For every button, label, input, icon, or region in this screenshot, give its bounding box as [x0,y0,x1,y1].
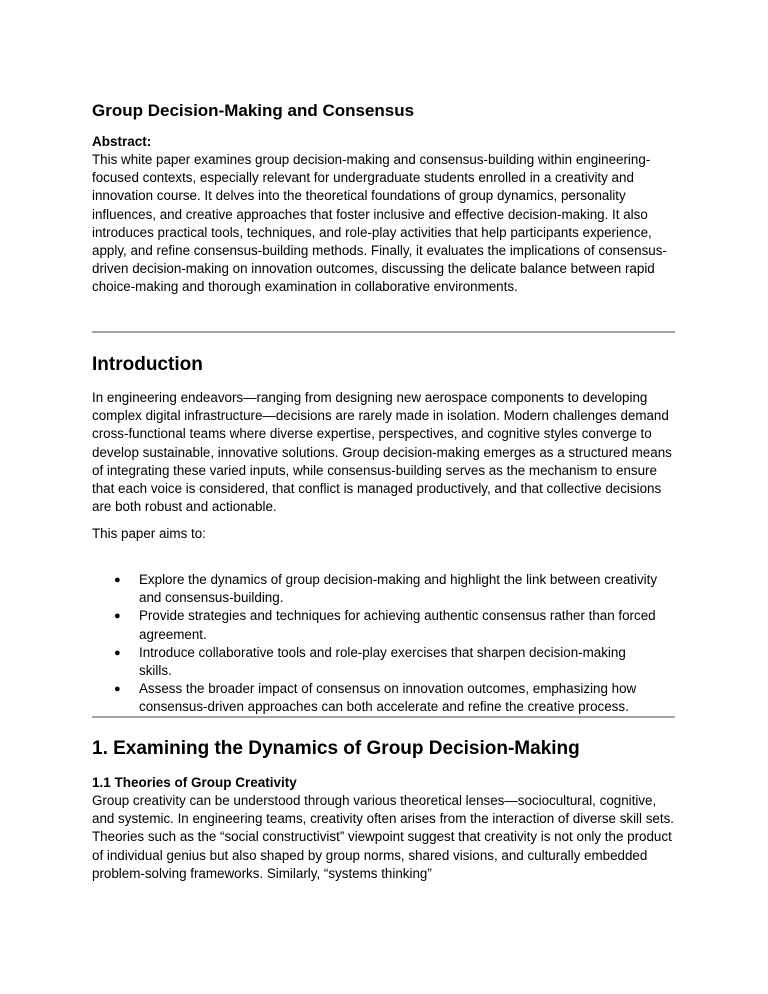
list-item-text: Introduce collaborative tools and role-play exercises that sharpen decision-making skills. [139,644,626,679]
list-item [92,644,659,680]
subsection-1-1-heading: 1.1 Theories of Group Creativity [92,775,297,790]
bullet-icon: ● [114,610,121,623]
list-item [92,607,659,643]
list-item-text: Assess the broader impact of consensus on innovation outcomes, emphasizing how consensus-driven approaches can both accelerate and refine the creative process. [139,681,637,715]
bullet-icon: ● [114,574,121,586]
aims-lead: This paper aims to: [92,526,206,541]
list-item-text: Provide strategies and techniques for achieving authentic consensus rather than forced agreement. [139,608,656,642]
section-divider [92,331,675,333]
section-divider [92,716,675,718]
abstract-text: This white paper examines group decision-making and consensus-building within engineering-focused contexts, especially relevant for undergraduate students enrolled in a creativity and innovation course. It delves into the theoretical foundations of group dynamics, personality influences, and creative approaches that foster inclusive and effective decision-making. It also introduces practical tools, techniques, and role-play activities that help participants experience, apply, and refine consensus-building methods. Finally, it evaluates the implications of consensus-driven decision-making on innovation outcomes, discussing the delicate balance between rapid choice-making and thorough examination in collaborative environments. [92,152,667,295]
introduction-heading: Introduction [92,354,203,375]
section-1-heading: 1. Examining the Dynamics of Group Decision-Making [92,738,580,759]
aims-list [92,571,682,717]
list-item [92,571,659,607]
subsection-1-1-text: Group creativity can be understood through various theoretical lenses—sociocultural, cognitive, and systemic. In engineering teams, creativity often arises from the interaction of diverse skill sets. Theories such as the “social constructivist” viewpoint suggest that creativity is not only the product of individual genius but also shaped by group norms, shared visions, and culturally embedded problem-solving frameworks. Similarly, “systems thinking” [92,793,675,881]
bullet-icon: ● [114,646,121,659]
document-title: Group Decision-Making and Consensus [92,101,415,120]
bullet-icon: ● [114,683,121,696]
introduction-paragraph: In engineering endeavors—ranging from designing new aerospace components to developing complex digital infrastructure—decisions are rarely made in isolation. Modern challenges demand cross-functional teams where diverse expertise, perspectives, and cognitive styles converge to develop sustainable, innovative solutions. Group decision-making emerges as a structured means of integrating these varied inputs, while consensus-building serves as the mechanism to ensure that each voice is considered, that conflict is managed productively, and that collective decisions are both robust and actionable. [92,390,672,515]
list-item-text: Explore the dynamics of group decision-making and highlight the link between creativity and consensus-building. [139,572,658,606]
abstract-label: Abstract: [92,134,152,149]
list-item [92,680,659,716]
